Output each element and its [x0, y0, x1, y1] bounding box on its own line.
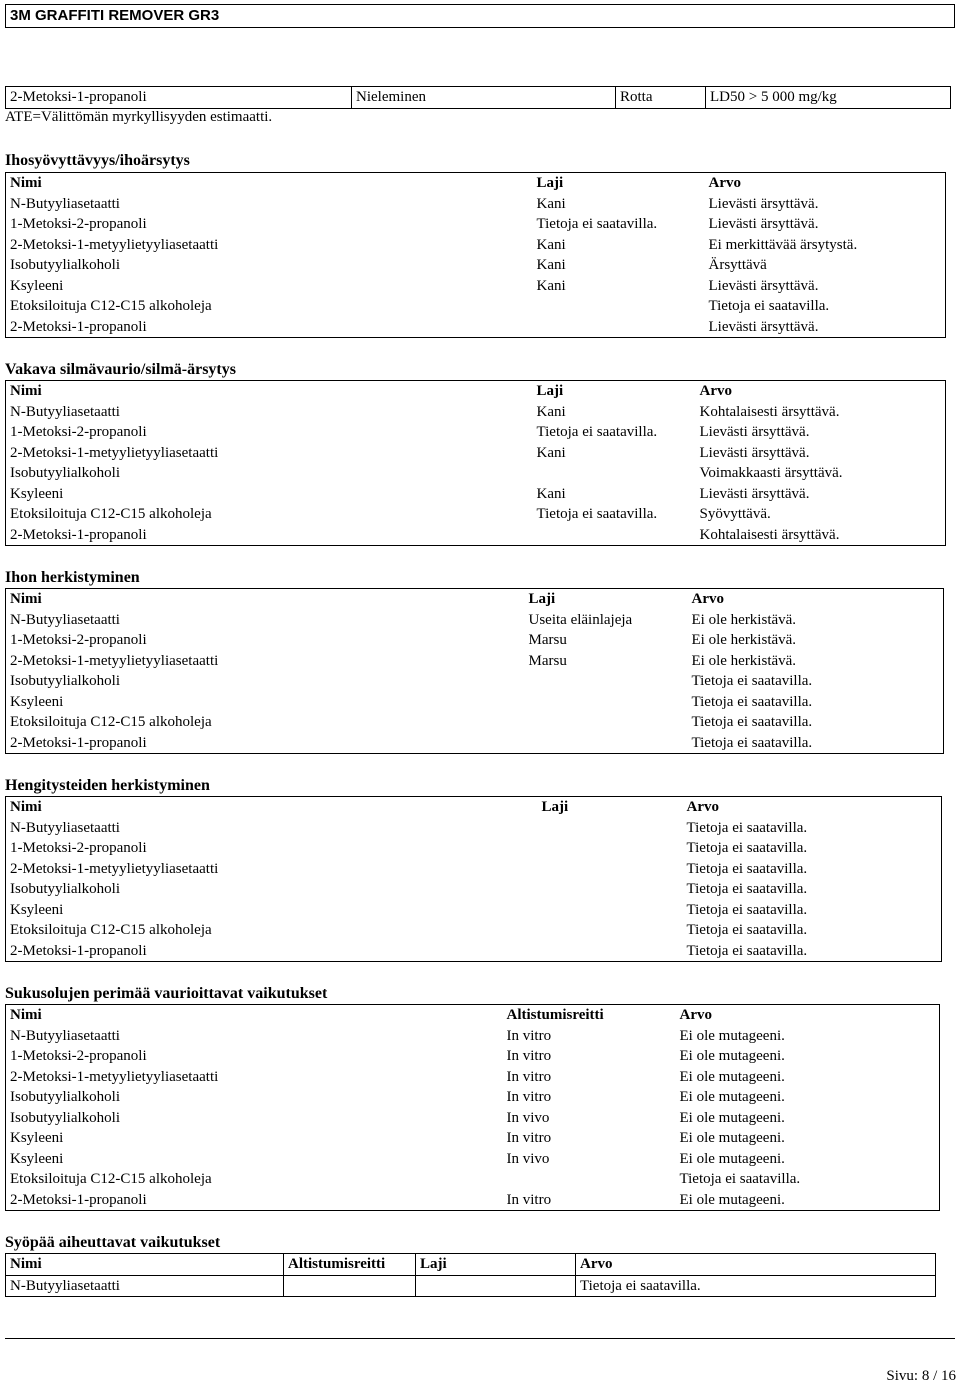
- cell-route: [284, 1275, 416, 1297]
- cell-name: N-Butyyliasetaatti: [10, 819, 120, 836]
- table-row: [6, 317, 946, 338]
- cell-species: [416, 1275, 576, 1297]
- column-header: Nimi: [10, 1007, 42, 1024]
- cell-name: 2-Metoksi-1-metyylietyyliasetaatti: [10, 860, 219, 877]
- carcinogenicity-table: [5, 1253, 936, 1297]
- table-row: [6, 900, 942, 921]
- cell-name: Etoksiloituja C12-C15 alkoholeja: [10, 1171, 212, 1188]
- column-header: Laji: [536, 175, 564, 192]
- cell-value: Ei ole herkistävä.: [691, 652, 797, 669]
- cell-species: Tietoja ei saatavilla.: [536, 424, 658, 441]
- cell-species: [533, 463, 696, 484]
- table-row: [6, 1169, 940, 1190]
- cell-name: 2-Metoksi-1-metyylietyyliasetaatti: [10, 652, 219, 669]
- cell-species: Kani: [536, 257, 566, 274]
- table-cell: LD50 > 5 000 mg/kg: [706, 87, 951, 109]
- cell-value: Ei ole mutageeni.: [679, 1130, 785, 1147]
- cell-species: [538, 879, 683, 900]
- cell-value: Tietoja ei saatavilla.: [686, 922, 808, 939]
- cell-species: [525, 671, 688, 692]
- cell-route: In vitro: [506, 1027, 552, 1044]
- cell-value: Ei ole mutageeni.: [679, 1027, 785, 1044]
- table-row: [6, 712, 944, 733]
- cell-value: Syövyttävä.: [699, 506, 771, 523]
- cell-name: Ksyleeni: [10, 1150, 64, 1167]
- cell-species: [538, 941, 683, 962]
- cell-value: Ei ole herkistävä.: [691, 632, 797, 649]
- table-row: [6, 422, 946, 443]
- acute-toxicity-table: [5, 86, 951, 109]
- cell-route: In vitro: [506, 1048, 552, 1065]
- table-row: [6, 1149, 940, 1170]
- cell-value: Lievästi ärsyttävä.: [708, 277, 819, 294]
- table-row: [6, 402, 946, 423]
- cell-value: Tietoja ei saatavilla.: [691, 734, 813, 751]
- cell-name: N-Butyyliasetaatti: [10, 403, 120, 420]
- table-row: [6, 276, 946, 297]
- cell-name: Etoksiloituja C12-C15 alkoholeja: [10, 506, 212, 523]
- section-title: Ihon herkistyminen: [5, 569, 140, 586]
- cell-value: Lievästi ärsyttävä.: [699, 485, 810, 502]
- section-title: Ihosyövyttävyys/ihoärsytys: [5, 152, 190, 169]
- cell-value: Tietoja ei saatavilla.: [691, 673, 813, 690]
- respiratory-sensitisation-table: [5, 796, 942, 962]
- cell-name: Etoksiloituja C12-C15 alkoholeja: [10, 714, 212, 731]
- cell-name: 2-Metoksi-1-metyylietyyliasetaatti: [10, 236, 219, 253]
- skin-irritation-table: [5, 172, 946, 338]
- cell-value: Kohtalaisesti ärsyttävä.: [699, 526, 840, 543]
- table-row: [6, 1087, 940, 1108]
- eye-irritation-table: [5, 380, 946, 546]
- cell-name: Isobutyylialkoholi: [10, 1109, 120, 1126]
- column-header: Altistumisreitti: [506, 1007, 604, 1024]
- document-title: 3M GRAFFITI REMOVER GR3: [5, 4, 955, 28]
- cell-name: Ksyleeni: [10, 485, 64, 502]
- cell-name: N-Butyyliasetaatti: [10, 611, 120, 628]
- table-row: [6, 920, 942, 941]
- cell-name: Isobutyylialkoholi: [10, 465, 120, 482]
- table-row: [6, 1067, 940, 1088]
- table-row: [6, 1026, 940, 1047]
- cell-species: Marsu: [528, 632, 567, 649]
- section-title: Sukusolujen perimää vaurioittavat vaikutukset: [5, 985, 328, 1002]
- germ-cell-mutagenicity-table: [5, 1004, 940, 1211]
- section-title: Hengitysteiden herkistyminen: [5, 777, 210, 794]
- cell-species: [538, 859, 683, 880]
- table-row: [6, 463, 946, 484]
- cell-name: 2-Metoksi-1-metyylietyyliasetaatti: [10, 444, 219, 461]
- table-row: [6, 879, 942, 900]
- cell-value: Kohtalaisesti ärsyttävä.: [699, 403, 840, 420]
- cell-species: Kani: [536, 195, 566, 212]
- cell-name: Ksyleeni: [10, 901, 64, 918]
- cell-species: [538, 818, 683, 839]
- table-row: [6, 1275, 936, 1297]
- cell-value: Tietoja ei saatavilla.: [691, 714, 813, 731]
- table-row: [6, 504, 946, 525]
- cell-name: N-Butyyliasetaatti: [10, 195, 120, 212]
- column-header: Arvo: [699, 383, 732, 400]
- cell-value: Ei ole mutageeni.: [679, 1068, 785, 1085]
- column-header: Arvo: [576, 1254, 936, 1276]
- cell-name: Isobutyylialkoholi: [10, 881, 120, 898]
- table-header-row: [6, 589, 944, 610]
- table-row: [6, 443, 946, 464]
- cell-species: [533, 317, 705, 338]
- column-header: Laji: [528, 591, 556, 608]
- cell-value: Lievästi ärsyttävä.: [708, 216, 819, 233]
- cell-value: Lievästi ärsyttävä.: [708, 195, 819, 212]
- table-row: [6, 525, 946, 546]
- table-row: [6, 692, 944, 713]
- cell-species: [533, 525, 696, 546]
- cell-species: Marsu: [528, 652, 567, 669]
- table-header-row: [6, 173, 946, 194]
- cell-value: Ei ole mutageeni.: [679, 1191, 785, 1208]
- cell-species: Kani: [536, 444, 566, 461]
- cell-value: Ei ole mutageeni.: [679, 1089, 785, 1106]
- table-cell: 2-Metoksi-1-propanoli: [6, 87, 352, 109]
- cell-route: [503, 1169, 676, 1190]
- cell-species: [525, 692, 688, 713]
- column-header: Arvo: [686, 799, 719, 816]
- footer-divider: [5, 1338, 955, 1339]
- cell-name: Etoksiloituja C12-C15 alkoholeja: [10, 922, 212, 939]
- cell-value: Tietoja ei saatavilla.: [686, 819, 808, 836]
- cell-value: Ei ole mutageeni.: [679, 1150, 785, 1167]
- table-header-row: [6, 797, 942, 818]
- table-header-row: [6, 1005, 940, 1026]
- cell-species: Kani: [536, 485, 566, 502]
- cell-name: 1-Metoksi-2-propanoli: [10, 1048, 147, 1065]
- table-row: [6, 671, 944, 692]
- cell-value: Tietoja ei saatavilla.: [686, 840, 808, 857]
- cell-species: Useita eläinlajeja: [528, 611, 633, 628]
- cell-route: In vitro: [506, 1191, 552, 1208]
- cell-name: Ksyleeni: [10, 693, 64, 710]
- table-row: [6, 859, 942, 880]
- ate-note: ATE=Välittömän myrkyllisyyden estimaatti.: [5, 109, 273, 125]
- cell-name: Ksyleeni: [10, 277, 64, 294]
- cell-value: Tietoja ei saatavilla.: [686, 860, 808, 877]
- cell-name: 2-Metoksi-1-propanoli: [10, 734, 147, 751]
- cell-route: In vivo: [506, 1150, 550, 1167]
- cell-route: In vitro: [506, 1068, 552, 1085]
- cell-name: 2-Metoksi-1-propanoli: [10, 942, 147, 959]
- cell-value: Ei merkittävää ärsytystä.: [708, 236, 858, 253]
- column-header: Arvo: [691, 591, 724, 608]
- cell-species: Kani: [536, 236, 566, 253]
- cell-species: [538, 920, 683, 941]
- table-row: [6, 194, 946, 215]
- cell-name: 2-Metoksi-1-propanoli: [10, 526, 147, 543]
- table-row: [6, 630, 944, 651]
- column-header: Arvo: [679, 1007, 712, 1024]
- cell-value: Tietoja ei saatavilla.: [691, 693, 813, 710]
- cell-name: 1-Metoksi-2-propanoli: [10, 632, 147, 649]
- cell-species: [538, 838, 683, 859]
- column-header: Laji: [416, 1254, 576, 1276]
- table-row: [6, 255, 946, 276]
- table-row: [6, 87, 951, 109]
- table-row: [6, 1190, 940, 1211]
- cell-value: Tietoja ei saatavilla.: [679, 1171, 801, 1188]
- section-title: Syöpää aiheuttavat vaikutukset: [5, 1234, 221, 1251]
- cell-value: Tietoja ei saatavilla.: [686, 881, 808, 898]
- cell-route: In vitro: [506, 1130, 552, 1147]
- cell-name: N-Butyyliasetaatti: [10, 1027, 120, 1044]
- column-header: Nimi: [10, 591, 42, 608]
- cell-value: Voimakkaasti ärsyttävä.: [699, 465, 843, 482]
- table-row: [6, 1128, 940, 1149]
- table-row: [6, 838, 942, 859]
- table-row: [6, 818, 942, 839]
- column-header: Laji: [536, 383, 564, 400]
- table-header-row: [6, 381, 946, 402]
- cell-value: Tietoja ei saatavilla.: [708, 298, 830, 315]
- cell-value: Ärsyttävä: [708, 257, 767, 274]
- cell-species: [525, 733, 688, 754]
- table-row: [6, 610, 944, 631]
- column-header: Nimi: [6, 1254, 284, 1276]
- cell-route: In vitro: [506, 1089, 552, 1106]
- cell-species: [525, 712, 688, 733]
- table-row: [6, 1046, 940, 1067]
- cell-value: Ei ole herkistävä.: [691, 611, 797, 628]
- cell-species: Kani: [536, 403, 566, 420]
- cell-name: Etoksiloituja C12-C15 alkoholeja: [10, 298, 212, 315]
- cell-name: 2-Metoksi-1-propanoli: [10, 318, 147, 335]
- table-row: [6, 651, 944, 672]
- column-header: Altistumisreitti: [284, 1254, 416, 1276]
- table-row: [6, 941, 942, 962]
- section-title: Vakava silmävaurio/silmä-ärsytys: [5, 361, 236, 378]
- table-row: [6, 235, 946, 256]
- cell-species: [533, 296, 705, 317]
- cell-name: Isobutyylialkoholi: [10, 1089, 120, 1106]
- page-number: Sivu: 8 / 16: [886, 1368, 956, 1384]
- cell-name: 1-Metoksi-2-propanoli: [10, 424, 147, 441]
- cell-name: 1-Metoksi-2-propanoli: [10, 840, 147, 857]
- cell-name: Isobutyylialkoholi: [10, 673, 120, 690]
- table-cell: Nieleminen: [352, 87, 616, 109]
- table-header-row: [6, 1254, 936, 1276]
- table-cell: Rotta: [616, 87, 706, 109]
- cell-name: 1-Metoksi-2-propanoli: [10, 216, 147, 233]
- cell-value: Tietoja ei saatavilla.: [686, 942, 808, 959]
- cell-value: Ei ole mutageeni.: [679, 1109, 785, 1126]
- cell-value: Lievästi ärsyttävä.: [699, 424, 810, 441]
- cell-value: Tietoja ei saatavilla.: [686, 901, 808, 918]
- cell-name: 2-Metoksi-1-metyylietyyliasetaatti: [10, 1068, 219, 1085]
- column-header: Nimi: [10, 383, 42, 400]
- table-row: [6, 1108, 940, 1129]
- cell-species: Tietoja ei saatavilla.: [536, 506, 658, 523]
- table-row: [6, 733, 944, 754]
- cell-name: Ksyleeni: [10, 1130, 64, 1147]
- cell-value: Lievästi ärsyttävä.: [699, 444, 810, 461]
- table-row: [6, 296, 946, 317]
- table-row: [6, 484, 946, 505]
- column-header: Laji: [541, 799, 569, 816]
- cell-species: [538, 900, 683, 921]
- cell-value: Lievästi ärsyttävä.: [708, 318, 819, 335]
- skin-sensitisation-table: [5, 588, 944, 754]
- cell-name: Isobutyylialkoholi: [10, 257, 120, 274]
- cell-value: Tietoja ei saatavilla.: [576, 1275, 936, 1297]
- column-header: Nimi: [10, 175, 42, 192]
- column-header: Nimi: [10, 799, 42, 816]
- cell-value: Ei ole mutageeni.: [679, 1048, 785, 1065]
- cell-name: 2-Metoksi-1-propanoli: [10, 1191, 147, 1208]
- cell-species: Kani: [536, 277, 566, 294]
- cell-route: In vivo: [506, 1109, 550, 1126]
- cell-name: N-Butyyliasetaatti: [6, 1275, 284, 1297]
- table-row: [6, 214, 946, 235]
- cell-species: Tietoja ei saatavilla.: [536, 216, 658, 233]
- column-header: Arvo: [708, 175, 741, 192]
